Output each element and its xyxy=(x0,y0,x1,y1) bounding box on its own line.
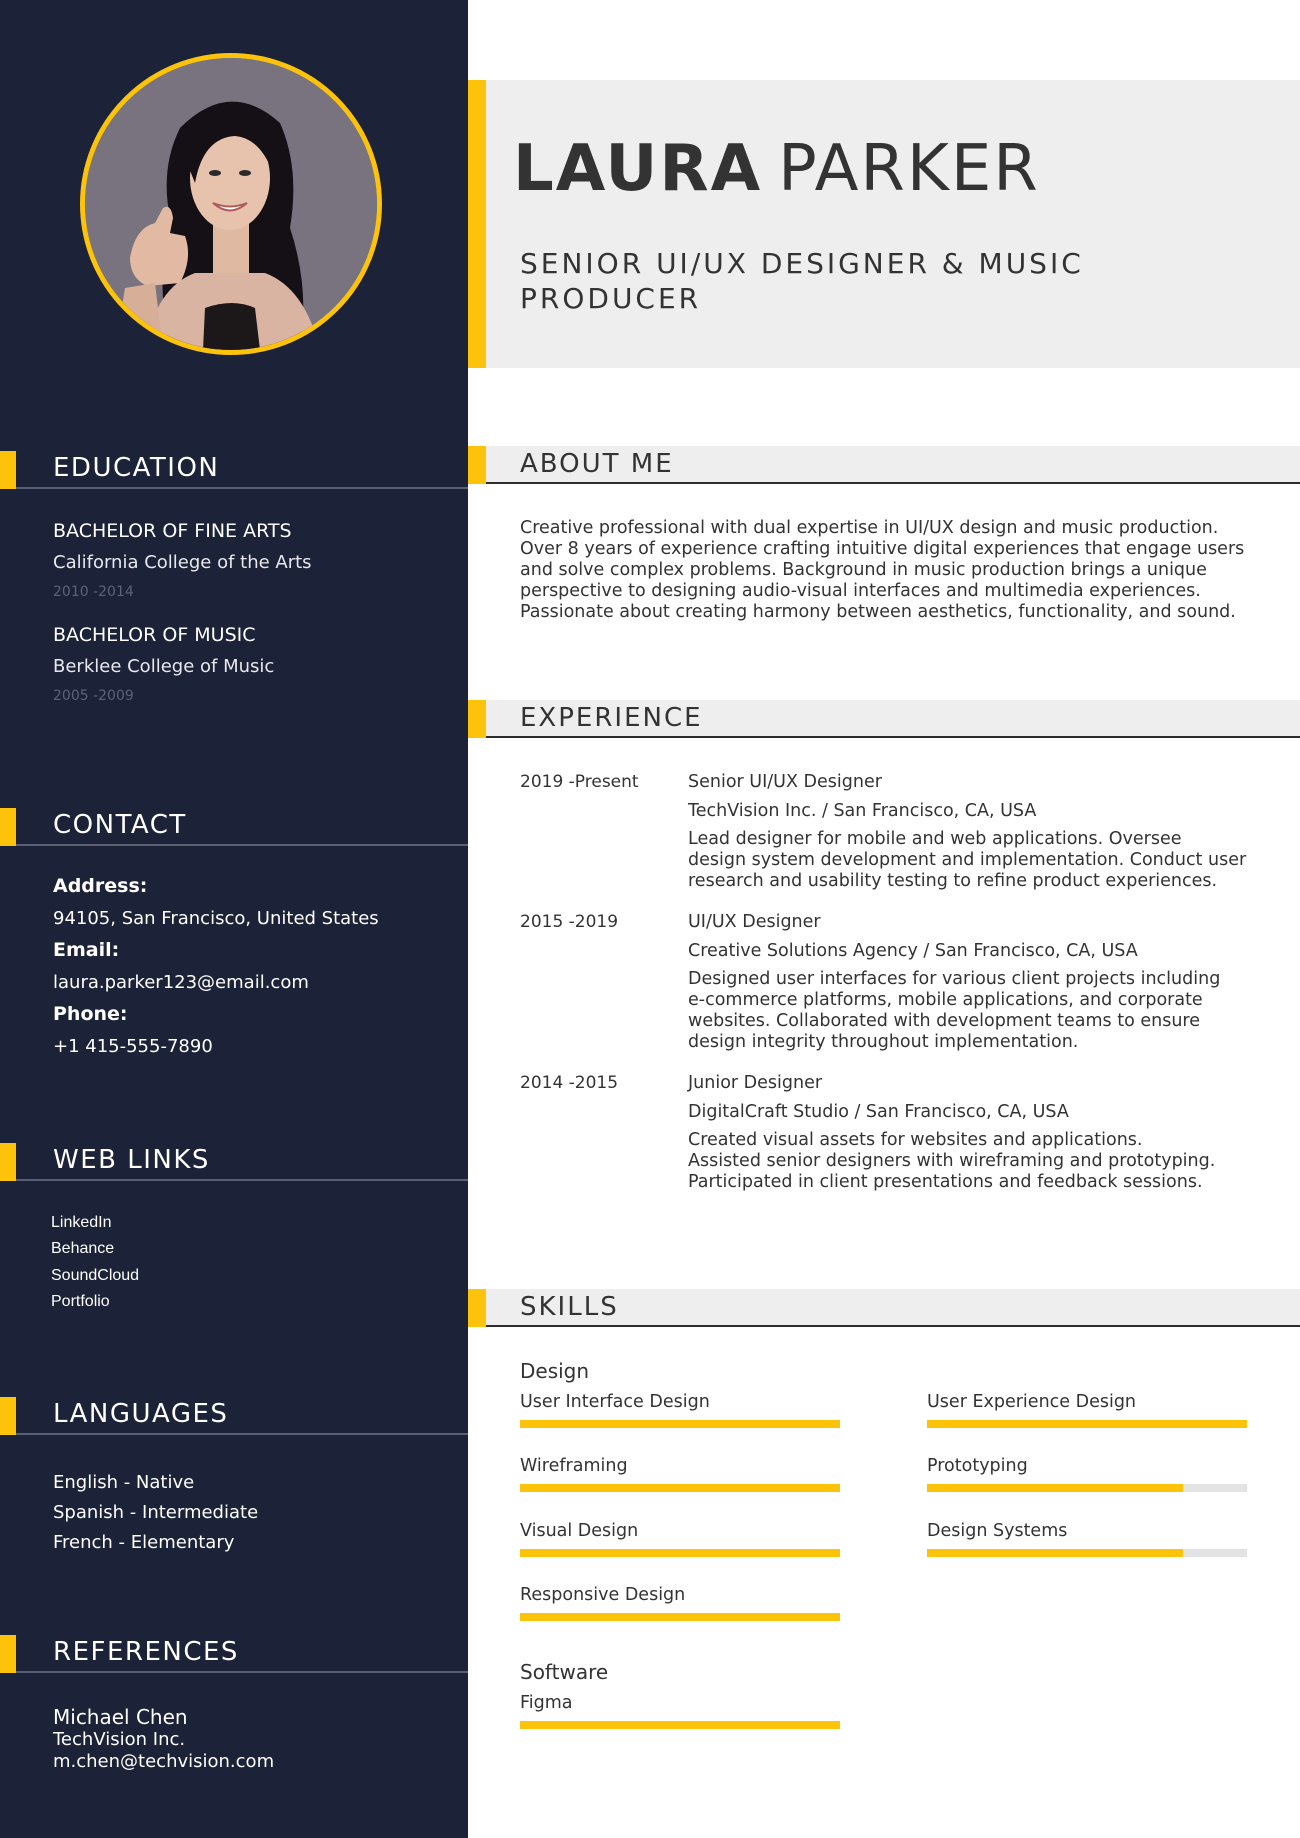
job-title xyxy=(520,246,1084,316)
education-heading xyxy=(0,451,468,489)
skill-name: User Interface Design xyxy=(520,1392,710,1412)
skill-item xyxy=(927,1456,1247,1492)
skill-bar-fill xyxy=(927,1420,1247,1428)
education-years: 2010 -2014 xyxy=(53,584,134,600)
experience-line: research and usability testing to refine product experiences. xyxy=(688,871,1218,891)
experience-line: Lead designer for mobile and web applications. Oversee xyxy=(688,829,1182,849)
name-band xyxy=(486,80,1300,368)
job-title-line: PRODUCER xyxy=(520,282,702,315)
reference-company: TechVision Inc. xyxy=(53,1729,186,1750)
experience-line: Designed user interfaces for various client projects including xyxy=(688,969,1221,989)
skill-bar-fill xyxy=(927,1484,1183,1492)
experience-line: design integrity throughout implementation. xyxy=(688,1032,1079,1052)
skill-name: Responsive Design xyxy=(520,1585,686,1605)
experience-line: design system development and implementation. Conduct user xyxy=(688,850,1247,870)
references-heading xyxy=(0,1635,468,1673)
web-links-heading-text: WEB LINKS xyxy=(53,1145,210,1175)
experience-line: e-commerce platforms, mobile applications, and corporate xyxy=(688,990,1203,1010)
experience-line: websites. Collaborated with development teams to ensure xyxy=(688,1011,1200,1031)
experience-company: Creative Solutions Agency / San Francisco, CA, USA xyxy=(688,941,1138,961)
skills-software-label: Software xyxy=(520,1660,609,1684)
skill-bar xyxy=(520,1549,840,1557)
profile-photo-image xyxy=(85,58,377,350)
about-heading-text: ABOUT ME xyxy=(520,449,674,479)
language-item: French - Elementary xyxy=(53,1532,235,1553)
last-name: PARKER xyxy=(778,132,1040,206)
skill-bar-fill xyxy=(927,1549,1183,1557)
contact-heading xyxy=(0,808,468,846)
experience-title: Senior UI/UX Designer xyxy=(688,772,882,792)
address-value: 94105, San Francisco, United States xyxy=(53,908,379,929)
about-line: Passionate about creating harmony between aesthetics, functionality, and sound. xyxy=(520,602,1236,622)
address-label: Address: xyxy=(53,875,148,897)
first-name: LAURA xyxy=(513,132,763,206)
full-name xyxy=(513,132,1040,206)
name-accent-bar xyxy=(468,80,486,368)
email-label: Email: xyxy=(53,939,120,961)
education-years: 2005 -2009 xyxy=(53,688,134,704)
experience-title: UI/UX Designer xyxy=(688,912,821,932)
phone-value: +1 415-555-7890 xyxy=(53,1036,213,1057)
skill-bar xyxy=(927,1420,1247,1428)
about-line: and solve complex problems. Background in music production brings a unique xyxy=(520,560,1207,580)
education-school: Berklee College of Music xyxy=(53,656,275,677)
skill-bar xyxy=(927,1549,1247,1557)
experience-company: TechVision Inc. / San Francisco, CA, USA xyxy=(688,801,1037,821)
experience-line: Assisted senior designers with wireframing and prototyping. xyxy=(688,1151,1216,1171)
skill-bar xyxy=(520,1420,840,1428)
reference-name: Michael Chen xyxy=(53,1705,188,1729)
job-title-line: SENIOR UI/UX DESIGNER & MUSIC xyxy=(520,247,1084,280)
web-link-linkedin[interactable]: LinkedIn xyxy=(51,1214,112,1231)
email-link[interactable]: laura.parker123@email.com xyxy=(53,972,309,993)
experience-heading xyxy=(468,700,1300,738)
experience-line: Participated in client presentations and feedback sessions. xyxy=(688,1172,1203,1192)
skill-item xyxy=(520,1392,840,1428)
skill-item xyxy=(520,1521,840,1557)
skill-bar-fill xyxy=(520,1721,840,1729)
skill-bar xyxy=(520,1721,840,1729)
skill-name: Visual Design xyxy=(520,1521,639,1541)
education-school: California College of the Arts xyxy=(53,552,312,573)
about-heading xyxy=(468,446,1300,484)
skill-bar xyxy=(927,1484,1247,1492)
skill-bar-fill xyxy=(520,1420,840,1428)
skill-name: Figma xyxy=(520,1693,573,1713)
experience-description xyxy=(688,1130,1215,1193)
skill-name: Design Systems xyxy=(927,1521,1068,1541)
references-heading-text: REFERENCES xyxy=(53,1637,239,1667)
about-line: perspective to designing audio-visual interfaces and multimedia experiences. xyxy=(520,581,1201,601)
skill-bar-fill xyxy=(520,1549,840,1557)
experience-line: Created visual assets for websites and applications. xyxy=(688,1130,1143,1150)
profile-photo xyxy=(80,53,382,355)
experience-heading-text: EXPERIENCE xyxy=(520,703,703,733)
experience-description xyxy=(688,829,1246,892)
experience-dates: 2015 -2019 xyxy=(520,912,619,932)
experience-company: DigitalCraft Studio / San Francisco, CA, USA xyxy=(688,1102,1069,1122)
languages-heading xyxy=(0,1397,468,1435)
experience-description xyxy=(688,969,1220,1053)
education-heading-text: EDUCATION xyxy=(53,453,220,483)
skill-bar xyxy=(520,1484,840,1492)
education-degree: BACHELOR OF MUSIC xyxy=(53,624,256,646)
skill-item xyxy=(520,1585,840,1621)
skill-name: Wireframing xyxy=(520,1456,628,1476)
reference-email[interactable]: m.chen@techvision.com xyxy=(53,1751,275,1772)
skills-heading-text: SKILLS xyxy=(520,1292,619,1322)
phone-label: Phone: xyxy=(53,1003,128,1025)
skill-name: User Experience Design xyxy=(927,1392,1137,1412)
skill-item xyxy=(927,1521,1247,1557)
skill-item xyxy=(927,1392,1247,1428)
contact-heading-text: CONTACT xyxy=(53,810,187,840)
language-item: Spanish - Intermediate xyxy=(53,1502,259,1523)
skill-item xyxy=(520,1456,840,1492)
skills-heading xyxy=(468,1289,1300,1327)
skill-bar xyxy=(520,1613,840,1621)
skills-design-label: Design xyxy=(520,1359,590,1383)
experience-dates: 2019 -Present xyxy=(520,772,639,792)
languages-heading-text: LANGUAGES xyxy=(53,1399,229,1429)
skill-name: Prototyping xyxy=(927,1456,1028,1476)
experience-dates: 2014 -2015 xyxy=(520,1073,619,1093)
about-line: Creative professional with dual expertise in UI/UX design and music production. xyxy=(520,518,1219,538)
about-text xyxy=(520,518,1248,623)
web-links-heading xyxy=(0,1143,468,1181)
skill-bar-fill xyxy=(520,1613,840,1621)
education-degree: BACHELOR OF FINE ARTS xyxy=(53,520,292,542)
web-link-soundcloud[interactable]: SoundCloud xyxy=(51,1267,140,1284)
web-link-behance[interactable]: Behance xyxy=(51,1240,115,1257)
experience-title: Junior Designer xyxy=(688,1073,823,1093)
about-line: Over 8 years of experience crafting intuitive digital experiences that engage users xyxy=(520,539,1245,559)
language-item: English - Native xyxy=(53,1472,195,1493)
web-link-portfolio[interactable]: Portfolio xyxy=(51,1293,110,1310)
skill-bar-fill xyxy=(520,1484,840,1492)
skill-item xyxy=(520,1693,840,1729)
